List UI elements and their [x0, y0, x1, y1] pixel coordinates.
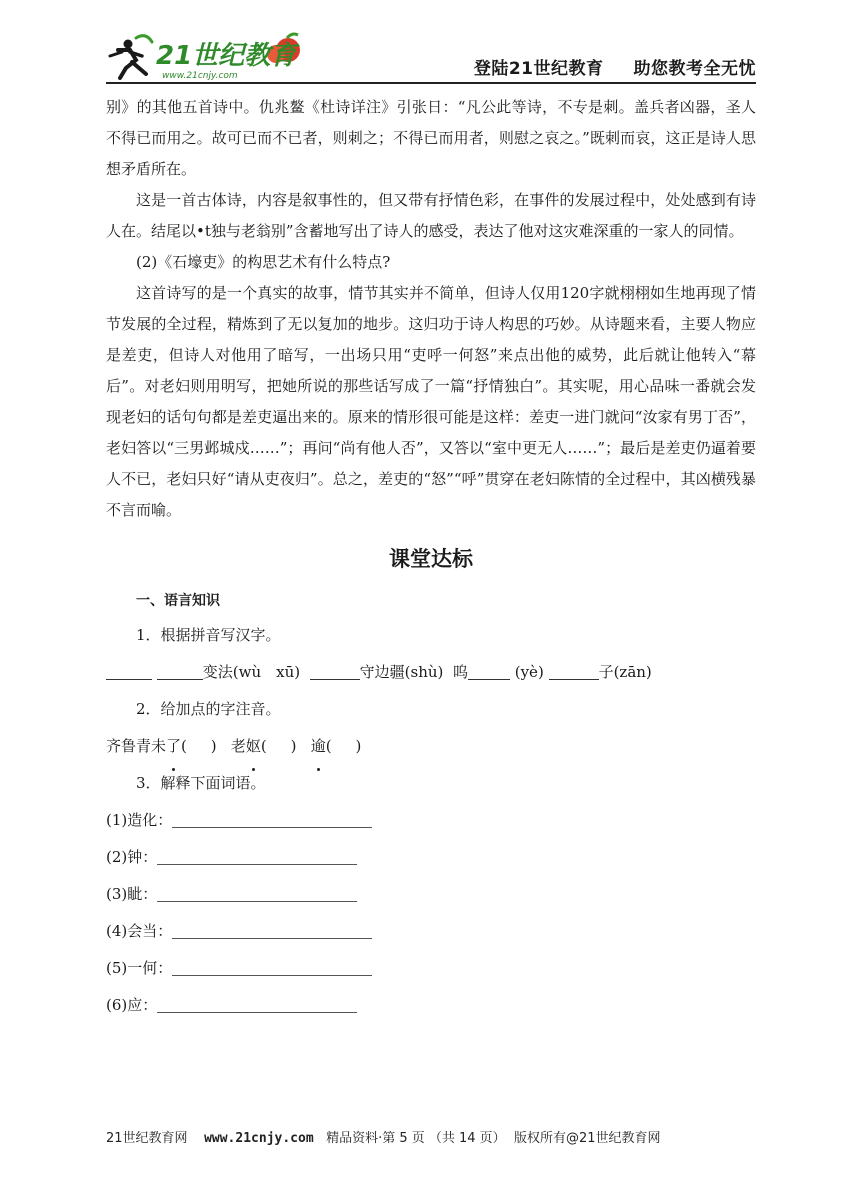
footer-copyright: 版权所有@21世纪教育网 — [513, 1131, 661, 1146]
page-footer — [106, 1127, 756, 1146]
definition-item — [106, 950, 756, 987]
answer-blank[interactable] — [549, 661, 599, 680]
definition-item — [106, 987, 756, 1024]
answer-line[interactable] — [172, 809, 372, 828]
paragraph-1: 别》的其他五首诗中。仇兆鳌《杜诗详注》引张日：“凡公此等诗，不专是刺。盖兵者凶器，圣人不得已而用之。故可已而不已者，则刺之；不得已而用者，则慰之哀之。”既刺而哀，这正是诗人思想矛盾所在。 — [106, 98, 756, 178]
answer-paren[interactable]: ( ) — [260, 737, 297, 755]
logo-text: 21世纪教育 — [156, 41, 297, 71]
header-divider — [106, 82, 756, 84]
definition-item — [106, 802, 756, 839]
slogan-left: 登陆21世纪教育 — [473, 59, 604, 79]
slogan-right: 助您教考全无忧 — [633, 59, 756, 79]
term-label: (1)造化： — [106, 811, 173, 829]
footer-page-info: 精品资料·第 5 页 （共 14 页） — [326, 1131, 506, 1146]
word-text: 齐鲁青未 — [106, 737, 167, 755]
question-1-label: 1．根据拼音写汉字。 — [136, 626, 281, 644]
dotted-char: 了 — [166, 728, 181, 765]
answer-blank[interactable] — [468, 661, 510, 680]
page-header — [106, 30, 756, 82]
answer-blank[interactable] — [310, 661, 360, 680]
section-title: 课堂达标 — [389, 547, 473, 571]
question-2-items — [106, 728, 756, 765]
pinyin-text: 子(zān) — [598, 663, 652, 681]
logo-url: www.21cnjy.com — [162, 71, 238, 81]
answer-paren[interactable]: ( ) — [325, 737, 362, 755]
question-2-label: 2．给加点的字注音。 — [136, 700, 281, 718]
paragraph-3: 这首诗写的是一个真实的故事，情节其实并不简单，但诗人仅用120字就栩栩如生地再现了情节发展的全过程，精炼到了无以复加的地步。这归功于诗人构思的巧妙。从诗题来看，主要人物应是差吏，但诗人对他用了暗写，一出场只用“吏呼一何怒”来点出他的威势，此后就让他转入“幕后”。对老妇则用明写，把她所说的那些话写成了一篇“抒情独白”。其实呢，用心品味一番就会发现老妇的话句句都是差吏逼出来的。原来的情形很可能是这样：差吏一进门就问“汝家有男丁否”，老妇答以“三男邺城戍……”；再问“尚有他人否”，又答以“室中更无人……”；最后是差吏仍逼着要人不已，老妇只好“请从吏夜归”。总之，差吏的“怒”“呼”贯穿在老妇陈情的全过程中，其凶横残暴不言而喻。 — [106, 284, 756, 519]
document-body — [106, 92, 756, 1024]
answer-line[interactable] — [157, 846, 357, 865]
term-label: (5)一何： — [106, 959, 173, 977]
pinyin-text: (yè) — [514, 663, 544, 681]
runner-icon — [110, 36, 152, 78]
answer-blank[interactable] — [157, 661, 203, 680]
pinyin-text: 呜 — [452, 663, 468, 681]
pinyin-text: 守边疆(shù) — [359, 663, 444, 681]
definition-item — [106, 913, 756, 950]
answer-paren[interactable]: ( ) — [181, 737, 217, 755]
term-label: (3)眦： — [106, 885, 158, 903]
footer-site-name: 21世纪教育网 — [106, 1131, 188, 1146]
site-logo[interactable] — [106, 30, 306, 82]
question-1-blanks — [106, 654, 756, 691]
answer-line[interactable] — [157, 994, 357, 1013]
answer-blank[interactable] — [106, 661, 152, 680]
definition-item — [106, 839, 756, 876]
answer-line[interactable] — [172, 920, 372, 939]
definition-item — [106, 876, 756, 913]
section-subtitle: 一、语言知识 — [136, 593, 220, 609]
question-heading-2: (2)《石壕吏》的构思艺术有什么特点? — [136, 253, 391, 271]
footer-site-link[interactable]: www.21cnjy.com — [204, 1131, 314, 1146]
term-label: (6)应： — [106, 996, 158, 1014]
term-label: (2)钟： — [106, 848, 158, 866]
pinyin-text: 变法(wù xū) — [202, 663, 301, 681]
answer-line[interactable] — [172, 957, 372, 976]
header-slogan — [474, 54, 756, 79]
word-text: 老 — [230, 737, 246, 755]
dotted-char: 逾 — [311, 728, 326, 765]
answer-line[interactable] — [157, 883, 357, 902]
paragraph-2: 这是一首古体诗，内容是叙事性的，但又带有抒情色彩，在事件的发展过程中，处处感到有诗人在。结尾以•t独与老翁别”含蓄地写出了诗人的感受，表达了他对这灾难深重的一家人的同情。 — [106, 191, 756, 240]
dotted-char: 妪 — [246, 728, 261, 765]
term-label: (4)会当： — [106, 922, 173, 940]
question-3-label: 3．解释下面词语。 — [136, 774, 266, 792]
